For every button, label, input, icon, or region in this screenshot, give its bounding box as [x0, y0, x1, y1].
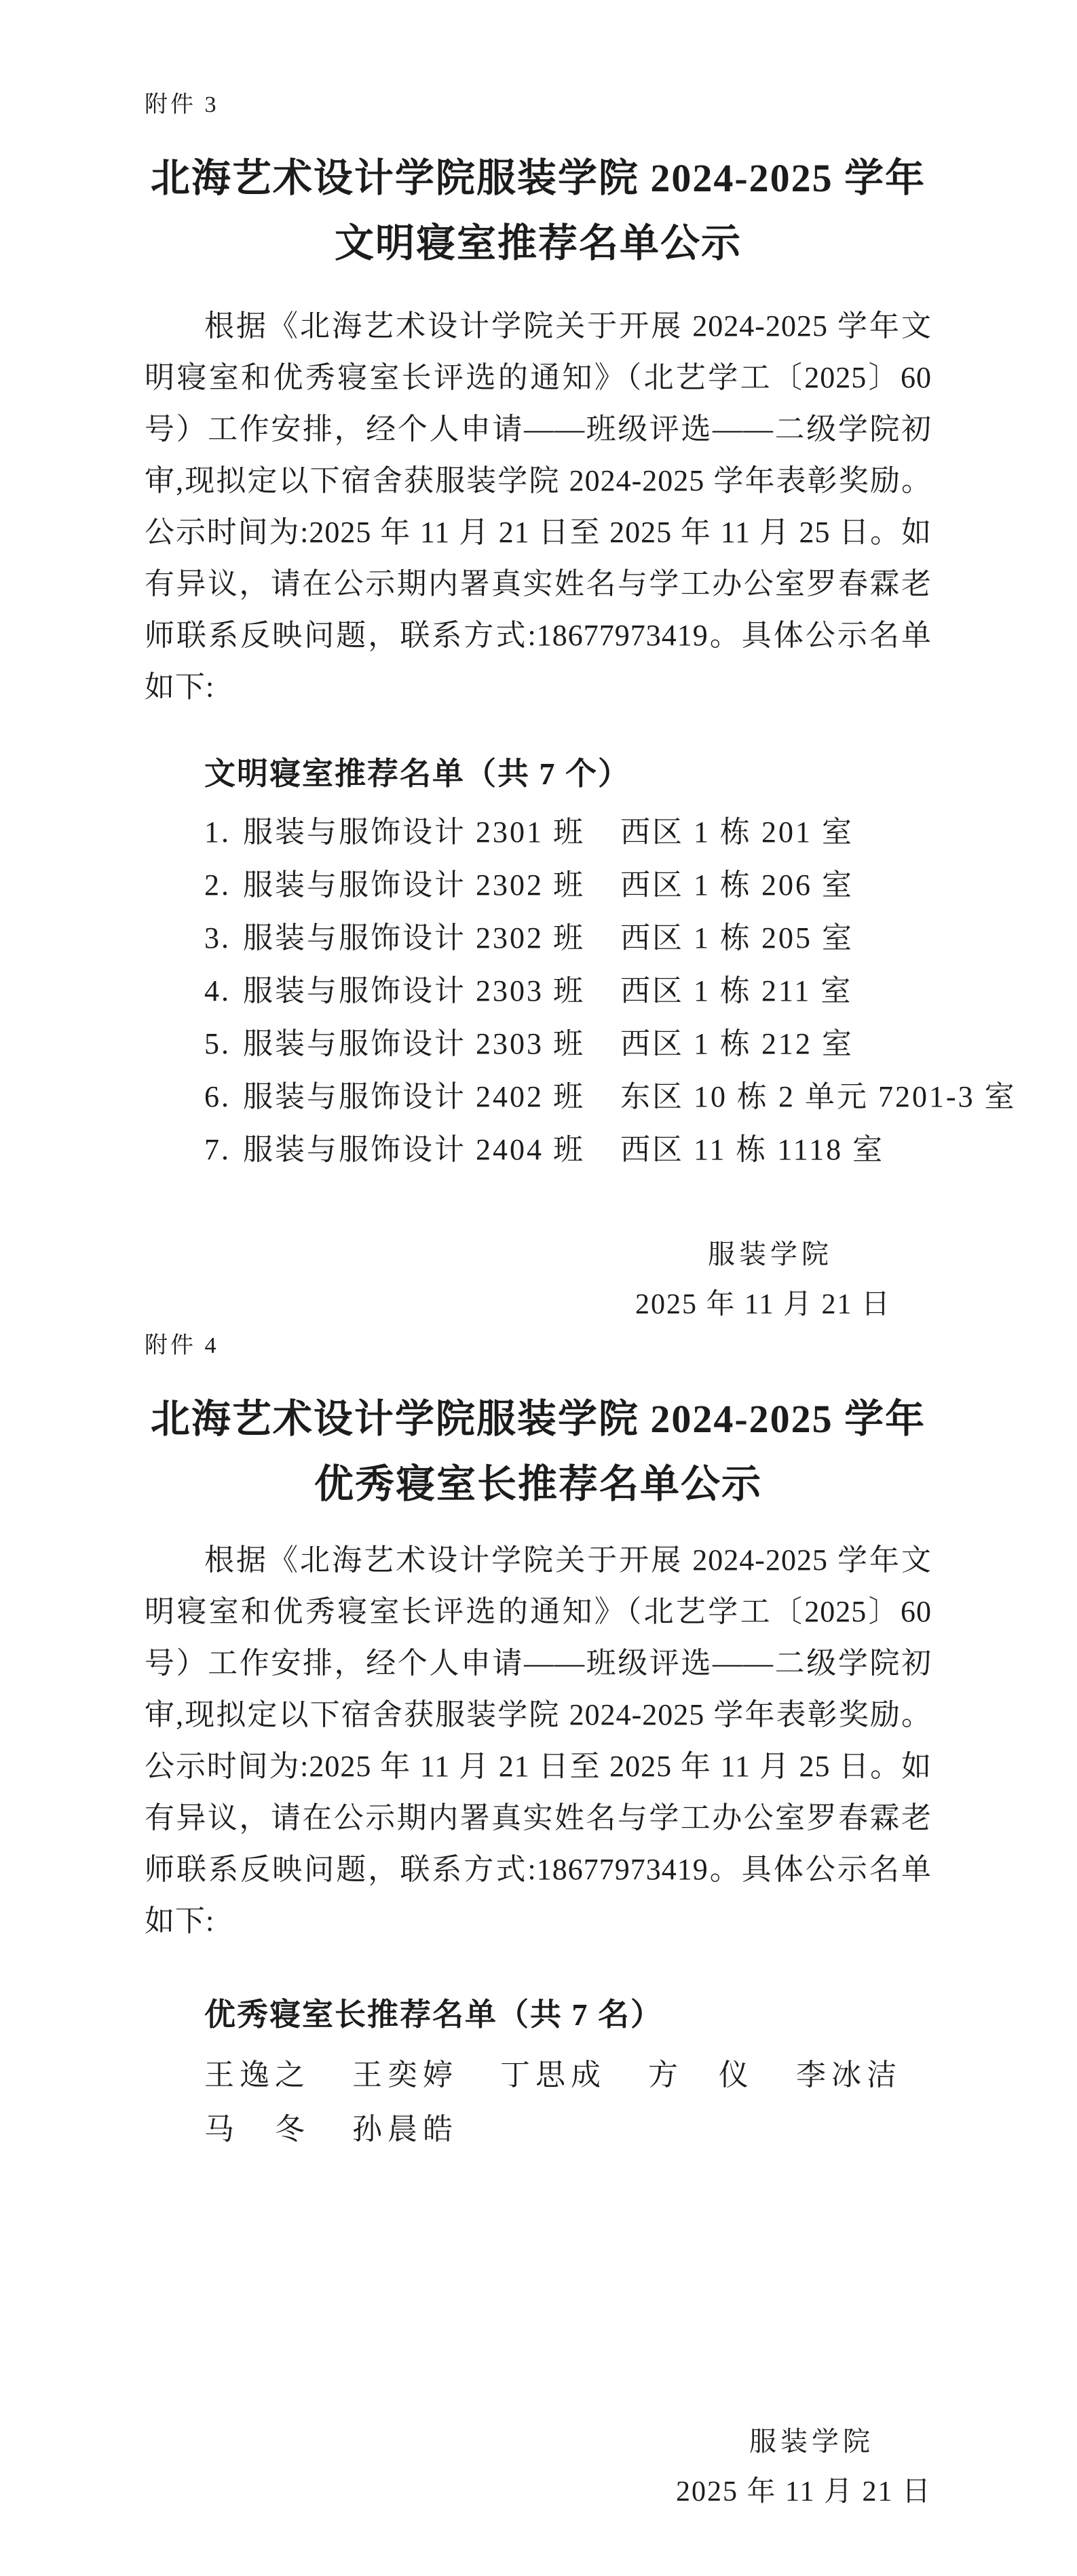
item-class: 服装与服饰设计 2402 班	[243, 1080, 585, 1113]
leader-name: 李冰洁	[796, 2058, 902, 2092]
item-number: 2.	[204, 868, 231, 902]
signature-org: 服装学院	[749, 2426, 874, 2457]
item-room: 西区 1 栋 211 室	[620, 974, 853, 1007]
item-class: 服装与服饰设计 2404 班	[243, 1133, 585, 1166]
name-row	[204, 2048, 932, 2102]
attachment-label: 附件 3	[145, 92, 219, 117]
leader-name: 孙晨皓	[352, 2113, 458, 2146]
item-class: 服装与服饰设计 2302 班	[243, 868, 585, 902]
document-page	[0, 92, 1077, 2576]
item-number: 6.	[204, 1080, 231, 1113]
leader-name: 马 冬	[204, 2113, 310, 2146]
item-room: 西区 1 栋 212 室	[620, 1027, 854, 1060]
item-room: 东区 10 栋 2 单元 7201-3 室	[620, 1080, 1017, 1113]
title-line-1: 北海艺术设计学院服装学院 2024-2025 学年	[150, 156, 926, 200]
item-room: 西区 1 栋 206 室	[620, 868, 854, 902]
signature-org: 服装学院	[708, 1239, 833, 1269]
leader-name: 丁思成	[500, 2058, 606, 2092]
leader-name: 王逸之	[204, 2058, 310, 2092]
dorm-list-item	[204, 1123, 932, 1176]
dorm-list-item	[204, 965, 932, 1018]
attachment-3-section	[145, 92, 1017, 1322]
leader-list-heading: 优秀寝室长推荐名单（共 7 名）	[204, 1997, 663, 2032]
item-class: 服装与服饰设计 2303 班	[243, 1027, 585, 1060]
attachment-4-section	[145, 1332, 932, 2509]
signature-date: 2025 年 11 月 21 日	[635, 1289, 891, 1320]
dorm-list-item	[204, 1071, 1017, 1123]
item-class: 服装与服饰设计 2301 班	[243, 815, 585, 849]
item-number: 5.	[204, 1027, 231, 1060]
dorm-list-item	[204, 912, 932, 965]
title-line-2: 文明寝室推荐名单公示	[334, 221, 742, 265]
name-row	[204, 2102, 932, 2157]
attachment-label: 附件 4	[145, 1333, 219, 1358]
leader-name: 方 仪	[648, 2058, 754, 2092]
intro-paragraph: 根据《北海艺术设计学院关于开展 2024-2025 学年文明寝室和优秀寝室长评选的通知》（北艺学工〔2025〕60 号）工作安排，经个人申请——班级评选——二级学院初审,现拟定以下宿舍获服装学院 2024-2025 学年表彰奖励。公示时间为:2025 年 11 月 21 日至 2025 年 11 月 25 日。如有异议，请在公示期内署真实姓名与学工办公室罗春霖老师联系反映问题，联系方式:18677973419。具体公示名单如下:	[145, 309, 932, 704]
item-number: 3.	[204, 921, 231, 955]
item-number: 1.	[204, 815, 231, 849]
dorm-list-item	[204, 1018, 932, 1071]
signature-block	[145, 1237, 932, 1322]
dorm-list	[204, 806, 1017, 1176]
section-title	[145, 146, 932, 276]
signature-block	[145, 2425, 932, 2509]
item-class: 服装与服饰设计 2302 班	[243, 921, 585, 955]
title-line-2: 优秀寝室长推荐名单公示	[314, 1462, 762, 1506]
item-number: 4.	[204, 974, 231, 1007]
section-title	[145, 1387, 932, 1517]
title-line-1: 北海艺术设计学院服装学院 2024-2025 学年	[150, 1397, 926, 1441]
signature-date: 2025 年 11 月 21 日	[676, 2476, 932, 2507]
dorm-list-item	[204, 859, 932, 912]
leader-name: 王奕婷	[352, 2058, 458, 2092]
item-room: 西区 1 栋 205 室	[620, 921, 854, 955]
dorm-list-heading: 文明寝室推荐名单（共 7 个）	[204, 756, 630, 791]
item-class: 服装与服饰设计 2303 班	[243, 974, 585, 1007]
item-room: 西区 11 栋 1118 室	[620, 1133, 885, 1166]
dorm-list-item	[204, 806, 932, 859]
item-room: 西区 1 栋 201 室	[620, 815, 854, 849]
intro-paragraph: 根据《北海艺术设计学院关于开展 2024-2025 学年文明寝室和优秀寝室长评选的通知》（北艺学工〔2025〕60 号）工作安排，经个人申请——班级评选——二级学院初审,现拟定以下宿舍获服装学院 2024-2025 学年表彰奖励。公示时间为:2025 年 11 月 21 日至 2025 年 11 月 25 日。如有异议，请在公示期内署真实姓名与学工办公室罗春霖老师联系反映问题，联系方式:18677973419。具体公示名单如下:	[145, 1543, 932, 1938]
leader-name-list	[204, 2048, 932, 2157]
item-number: 7.	[204, 1133, 231, 1166]
